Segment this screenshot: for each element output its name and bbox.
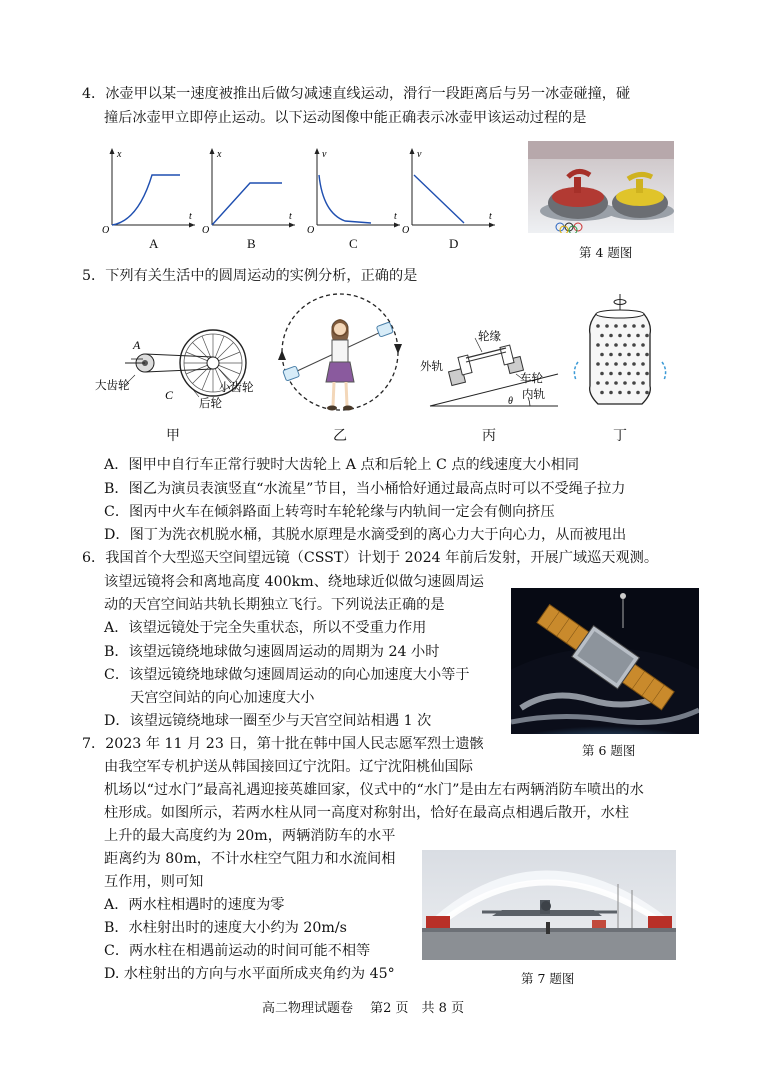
drum-hole	[618, 334, 622, 338]
drum-hole	[645, 372, 649, 376]
drum-hole	[618, 391, 622, 395]
q6-option-d: D．该望远镜绕地球一圈至少与天宫空间站相遇 1 次	[104, 713, 432, 729]
drum-hole	[632, 381, 636, 385]
water-gate-photo	[422, 850, 676, 960]
telescope-photo	[511, 588, 699, 734]
q6-line3: 动的天宫空间站共轨长期独立飞行。下列说法正确的是	[104, 597, 445, 613]
q6-option-c-cont: 天宫空间站的向心加速度大小	[130, 690, 315, 706]
graph-a-origin: O	[102, 225, 110, 235]
q7-line3: 机场以“过水门”最高礼遇迎接英雄回家，仪式中的“水门”是由左右两辆消防车喷出的水	[104, 782, 644, 798]
graph-d	[400, 145, 500, 235]
drum-hole	[596, 362, 600, 366]
fig-jia-small-gear: 小齿轮	[219, 382, 254, 394]
drum-hole	[605, 343, 609, 347]
q7-option-d: D. 水柱射出的方向与水平面所成夹角约为 45°	[104, 966, 395, 982]
q7-caption: 第 7 题图	[521, 971, 575, 986]
drum-hole	[632, 324, 636, 328]
graph-d-xaxis: t	[489, 211, 492, 222]
drum-hole	[641, 381, 645, 385]
fig-jia-name: 甲	[166, 429, 180, 444]
drum-hole	[627, 372, 631, 376]
q4-line2: 撞后冰壶甲立即停止运动。以下运动图像中能正确表示冰壶甲该运动过程的是	[104, 110, 587, 126]
graph-b-yaxis: x	[217, 149, 222, 160]
drum-hole	[609, 391, 613, 395]
drum-hole	[596, 343, 600, 347]
fig-jia-C: C	[165, 388, 174, 402]
q4-caption: 第 4 题图	[579, 245, 633, 260]
q6-option-c: C．该望远镜绕地球做匀速圆周运动的向心加速度大小等于	[104, 667, 470, 683]
fig-bing-wheel: 车轮	[520, 373, 543, 385]
graph-b-origin: O	[202, 225, 210, 235]
drum-hole	[627, 391, 631, 395]
drum-hole	[618, 353, 622, 357]
drum-hole	[614, 381, 618, 385]
fig-yi-performer	[270, 290, 410, 420]
drum-hole	[636, 353, 640, 357]
fig-bing-outer-rail: 外轨	[420, 361, 443, 373]
drum-hole	[632, 343, 636, 347]
q6-option-a: A．该望远镜处于完全失重状态，所以不受重力作用	[104, 620, 427, 636]
drum-hole	[609, 372, 613, 376]
q7-line5: 上升的最大高度约为 20m，两辆消防车的水平	[104, 828, 396, 844]
drum-hole	[618, 372, 622, 376]
q5-option-a: A．图甲中自行车正常行驶时大齿轮上 A 点和后轮上 C 点的线速度大小相同	[104, 457, 580, 473]
graph-d-origin: O	[402, 225, 410, 235]
drum-hole	[636, 372, 640, 376]
graph-c-xaxis: t	[394, 211, 397, 222]
q7-line6: 距离约为 80m，不计水柱空气阻力和水流间相	[104, 851, 396, 867]
q5-option-c: C．图丙中火车在倾斜路面上转弯时车轮轮缘与内轨间一定会有侧向挤压	[104, 504, 555, 520]
graph-a-yaxis: x	[117, 149, 122, 160]
q7-option-b: B．水柱射出时的速度大小约为 20m/s	[104, 920, 347, 936]
graph-c	[305, 145, 405, 235]
graph-c-origin: O	[307, 225, 315, 235]
drum-hole	[614, 343, 618, 347]
q6-line1: 6．我国首个大型巡天空间望远镜（CSST）计划于 2024 年前后发射，开展广域巡天观测。	[82, 550, 659, 566]
fig-yi-name: 乙	[333, 429, 347, 444]
graph-d-yaxis: v	[417, 149, 422, 160]
graph-b-xaxis: t	[289, 211, 292, 222]
drum-hole	[596, 381, 600, 385]
fig-jia-rear-wheel: 后轮	[199, 398, 222, 410]
drum-hole	[645, 353, 649, 357]
drum-hole	[600, 334, 604, 338]
drum-hole	[623, 362, 627, 366]
drum-hole	[623, 343, 627, 347]
drum-hole	[645, 391, 649, 395]
q6-caption: 第 6 题图	[582, 743, 636, 758]
fig-ding-drum	[570, 290, 670, 420]
drum-hole	[636, 334, 640, 338]
drum-hole	[623, 324, 627, 328]
graph-c-label: C	[349, 236, 358, 251]
drum-hole	[605, 362, 609, 366]
drum-hole	[609, 353, 613, 357]
drum-hole	[641, 324, 645, 328]
drum-hole	[627, 353, 631, 357]
q7-line7: 互作用，则可知	[104, 874, 204, 890]
q7-line1: 7．2023 年 11 月 23 日，第十批在韩中国人民志愿军烈士遗骸	[82, 736, 484, 752]
fig-bing-name: 丙	[482, 429, 496, 444]
fig-bing-rim: 轮缘	[478, 331, 501, 343]
drum-hole	[641, 362, 645, 366]
fig-jia-A: A	[133, 338, 141, 352]
graph-b-label: B	[247, 236, 256, 251]
q7-line4: 柱形成。如图所示，若两水柱从同一高度对称射出，恰好在最高点相遇后散开，水柱	[104, 805, 629, 821]
q6-line2: 该望远镜将会和离地高度 400km、绕地球近似做匀速圆周运	[104, 574, 484, 590]
fig-jia-bicycle	[95, 325, 260, 415]
q7-option-c: C．两水柱在相遇前运动的时间可能不相等	[104, 943, 371, 959]
drum-hole	[614, 362, 618, 366]
graph-a-label: A	[149, 236, 159, 251]
drum-hole	[641, 343, 645, 347]
q7-option-a: A．两水柱相遇时的速度为零	[104, 897, 285, 913]
q7-line2: 由我空军专机护送从韩国接回辽宁沈阳。辽宁沈阳桃仙国际	[104, 759, 473, 775]
drum-hole	[600, 372, 604, 376]
graph-a-xaxis: t	[189, 211, 192, 222]
q5-stem: 5．下列有关生活中的圆周运动的实例分析，正确的是	[82, 268, 418, 284]
q6-option-b: B．该望远镜绕地球做匀速圆周运动的周期为 24 小时	[104, 644, 440, 660]
drum-hole	[600, 391, 604, 395]
fig-jia-big-gear: 大齿轮	[95, 380, 130, 392]
drum-hole	[632, 362, 636, 366]
drum-hole	[614, 324, 618, 328]
q5-option-b: B．图乙为演员表演竖直“水流星”节目，当小桶恰好通过最高点时可以不受绳子拉力	[104, 481, 626, 497]
drum-hole	[623, 381, 627, 385]
graph-c-yaxis: v	[322, 149, 327, 160]
graph-a	[100, 145, 200, 235]
curling-photo	[528, 141, 674, 233]
graph-d-label: D	[449, 236, 459, 251]
graph-b	[200, 145, 300, 235]
fig-ding-name: 丁	[613, 429, 627, 444]
q4-line1: 4．冰壶甲以某一速度被推出后做匀减速直线运动，滑行一段距离后与另一冰壶碰撞，碰	[82, 86, 631, 102]
fig-bing-inner-rail: 内轨	[522, 389, 545, 401]
drum-hole	[596, 324, 600, 328]
drum-hole	[645, 334, 649, 338]
drum-hole	[605, 381, 609, 385]
q5-option-d: D．图丁为洗衣机脱水桶，其脱水原理是水滴受到的离心力大于向心力，从而被甩出	[104, 527, 627, 543]
drum-hole	[627, 334, 631, 338]
fig-bing-theta: θ	[508, 396, 513, 407]
drum-hole	[605, 324, 609, 328]
fig-bing-train	[420, 330, 560, 410]
drum-hole	[609, 334, 613, 338]
drum-hole	[600, 353, 604, 357]
drum-hole	[636, 391, 640, 395]
page-footer: 高二物理试题卷 第2 页 共 8 页	[262, 1001, 465, 1016]
